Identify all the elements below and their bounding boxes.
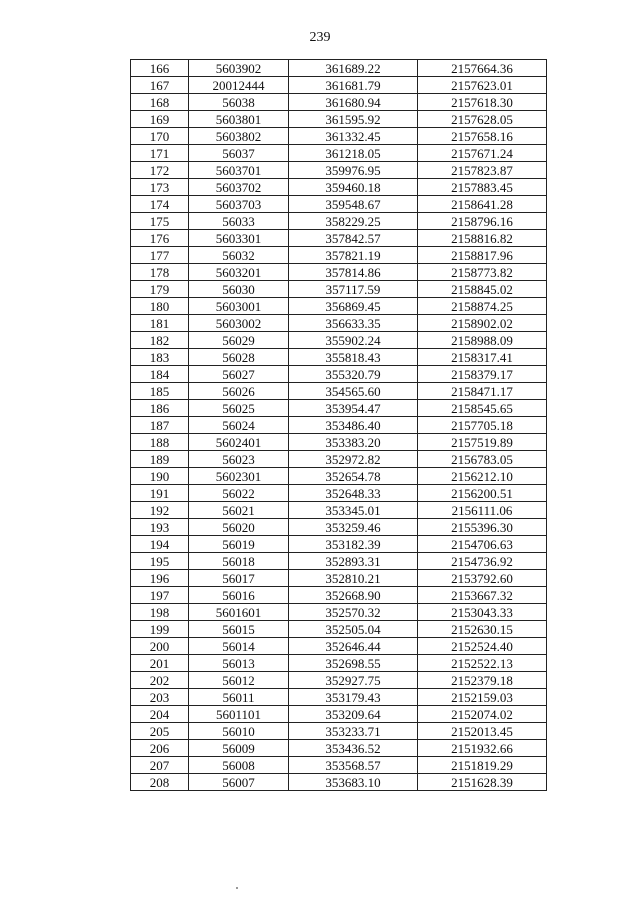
x-coordinate-cell: 354565.60 <box>289 383 418 400</box>
table-row <box>131 230 547 247</box>
y-coordinate-cell: 2158471.17 <box>418 383 547 400</box>
row-number-cell: 207 <box>131 757 189 774</box>
row-number-cell: 180 <box>131 298 189 315</box>
x-coordinate-cell: 353436.52 <box>289 740 418 757</box>
y-coordinate-cell: 2152524.40 <box>418 638 547 655</box>
y-coordinate-cell: 2154736.92 <box>418 553 547 570</box>
row-number-cell: 181 <box>131 315 189 332</box>
x-coordinate-cell: 356869.45 <box>289 298 418 315</box>
y-coordinate-cell: 2158845.02 <box>418 281 547 298</box>
point-id-cell: 56023 <box>189 451 289 468</box>
table-row <box>131 298 547 315</box>
x-coordinate-cell: 353683.10 <box>289 774 418 791</box>
x-coordinate-cell: 352505.04 <box>289 621 418 638</box>
y-coordinate-cell: 2157618.30 <box>418 94 547 111</box>
row-number-cell: 208 <box>131 774 189 791</box>
row-number-cell: 171 <box>131 145 189 162</box>
point-id-cell: 56016 <box>189 587 289 604</box>
x-coordinate-cell: 361595.92 <box>289 111 418 128</box>
point-id-cell: 56015 <box>189 621 289 638</box>
row-number-cell: 167 <box>131 77 189 94</box>
table-row <box>131 502 547 519</box>
y-coordinate-cell: 2157671.24 <box>418 145 547 162</box>
table-row <box>131 672 547 689</box>
y-coordinate-cell: 2156783.05 <box>418 451 547 468</box>
table-row <box>131 553 547 570</box>
row-number-cell: 206 <box>131 740 189 757</box>
y-coordinate-cell: 2158545.65 <box>418 400 547 417</box>
point-id-cell: 56009 <box>189 740 289 757</box>
x-coordinate-cell: 352698.55 <box>289 655 418 672</box>
point-id-cell: 56029 <box>189 332 289 349</box>
x-coordinate-cell: 352570.32 <box>289 604 418 621</box>
table-row <box>131 179 547 196</box>
point-id-cell: 5603702 <box>189 179 289 196</box>
row-number-cell: 185 <box>131 383 189 400</box>
coordinates-table <box>130 59 547 791</box>
point-id-cell: 56030 <box>189 281 289 298</box>
point-id-cell: 56019 <box>189 536 289 553</box>
table-row <box>131 417 547 434</box>
table-row <box>131 587 547 604</box>
table-row <box>131 519 547 536</box>
point-id-cell: 5603801 <box>189 111 289 128</box>
x-coordinate-cell: 353259.46 <box>289 519 418 536</box>
table-row <box>131 281 547 298</box>
point-id-cell: 5603301 <box>189 230 289 247</box>
row-number-cell: 183 <box>131 349 189 366</box>
y-coordinate-cell: 2158902.02 <box>418 315 547 332</box>
x-coordinate-cell: 356633.35 <box>289 315 418 332</box>
point-id-cell: 5601601 <box>189 604 289 621</box>
x-coordinate-cell: 352668.90 <box>289 587 418 604</box>
y-coordinate-cell: 2158317.41 <box>418 349 547 366</box>
row-number-cell: 187 <box>131 417 189 434</box>
row-number-cell: 178 <box>131 264 189 281</box>
x-coordinate-cell: 353568.57 <box>289 757 418 774</box>
y-coordinate-cell: 2158988.09 <box>418 332 547 349</box>
table-row <box>131 434 547 451</box>
point-id-cell: 56026 <box>189 383 289 400</box>
y-coordinate-cell: 2152379.18 <box>418 672 547 689</box>
table-row <box>131 145 547 162</box>
y-coordinate-cell: 2157823.87 <box>418 162 547 179</box>
table-row <box>131 723 547 740</box>
x-coordinate-cell: 353954.47 <box>289 400 418 417</box>
y-coordinate-cell: 2158816.82 <box>418 230 547 247</box>
row-number-cell: 172 <box>131 162 189 179</box>
x-coordinate-cell: 352893.31 <box>289 553 418 570</box>
x-coordinate-cell: 352646.44 <box>289 638 418 655</box>
row-number-cell: 190 <box>131 468 189 485</box>
row-number-cell: 203 <box>131 689 189 706</box>
table-row <box>131 774 547 791</box>
x-coordinate-cell: 353233.71 <box>289 723 418 740</box>
row-number-cell: 195 <box>131 553 189 570</box>
x-coordinate-cell: 352648.33 <box>289 485 418 502</box>
x-coordinate-cell: 352810.21 <box>289 570 418 587</box>
table-row <box>131 332 547 349</box>
point-id-cell: 5601101 <box>189 706 289 723</box>
row-number-cell: 184 <box>131 366 189 383</box>
y-coordinate-cell: 2153792.60 <box>418 570 547 587</box>
point-id-cell: 5603703 <box>189 196 289 213</box>
y-coordinate-cell: 2152522.13 <box>418 655 547 672</box>
point-id-cell: 56038 <box>189 94 289 111</box>
point-id-cell: 56022 <box>189 485 289 502</box>
table-row <box>131 604 547 621</box>
row-number-cell: 189 <box>131 451 189 468</box>
row-number-cell: 169 <box>131 111 189 128</box>
row-number-cell: 191 <box>131 485 189 502</box>
x-coordinate-cell: 357117.59 <box>289 281 418 298</box>
y-coordinate-cell: 2152013.45 <box>418 723 547 740</box>
point-id-cell: 56012 <box>189 672 289 689</box>
point-id-cell: 56025 <box>189 400 289 417</box>
table-row <box>131 689 547 706</box>
table-row <box>131 570 547 587</box>
x-coordinate-cell: 357842.57 <box>289 230 418 247</box>
row-number-cell: 199 <box>131 621 189 638</box>
point-id-cell: 56018 <box>189 553 289 570</box>
row-number-cell: 166 <box>131 60 189 77</box>
table-row <box>131 196 547 213</box>
point-id-cell: 5603701 <box>189 162 289 179</box>
x-coordinate-cell: 359976.95 <box>289 162 418 179</box>
table-row <box>131 247 547 264</box>
y-coordinate-cell: 2155396.30 <box>418 519 547 536</box>
x-coordinate-cell: 361332.45 <box>289 128 418 145</box>
point-id-cell: 56033 <box>189 213 289 230</box>
row-number-cell: 201 <box>131 655 189 672</box>
point-id-cell: 56020 <box>189 519 289 536</box>
x-coordinate-cell: 352654.78 <box>289 468 418 485</box>
point-id-cell: 56007 <box>189 774 289 791</box>
y-coordinate-cell: 2157658.16 <box>418 128 547 145</box>
table-row <box>131 366 547 383</box>
table-row <box>131 111 547 128</box>
x-coordinate-cell: 352927.75 <box>289 672 418 689</box>
point-id-cell: 5602301 <box>189 468 289 485</box>
point-id-cell: 5603902 <box>189 60 289 77</box>
table-row <box>131 77 547 94</box>
coordinates-table-body <box>131 60 547 791</box>
y-coordinate-cell: 2157664.36 <box>418 60 547 77</box>
y-coordinate-cell: 2152074.02 <box>418 706 547 723</box>
table-row <box>131 706 547 723</box>
table-row <box>131 621 547 638</box>
y-coordinate-cell: 2158817.96 <box>418 247 547 264</box>
y-coordinate-cell: 2151628.39 <box>418 774 547 791</box>
point-id-cell: 56021 <box>189 502 289 519</box>
y-coordinate-cell: 2153667.32 <box>418 587 547 604</box>
y-coordinate-cell: 2152630.15 <box>418 621 547 638</box>
x-coordinate-cell: 359548.67 <box>289 196 418 213</box>
x-coordinate-cell: 361689.22 <box>289 60 418 77</box>
x-coordinate-cell: 361680.94 <box>289 94 418 111</box>
row-number-cell: 188 <box>131 434 189 451</box>
table-row <box>131 94 547 111</box>
point-id-cell: 56028 <box>189 349 289 366</box>
row-number-cell: 197 <box>131 587 189 604</box>
point-id-cell: 5603002 <box>189 315 289 332</box>
x-coordinate-cell: 353486.40 <box>289 417 418 434</box>
table-row <box>131 638 547 655</box>
row-number-cell: 173 <box>131 179 189 196</box>
y-coordinate-cell: 2157883.45 <box>418 179 547 196</box>
row-number-cell: 175 <box>131 213 189 230</box>
row-number-cell: 177 <box>131 247 189 264</box>
y-coordinate-cell: 2157623.01 <box>418 77 547 94</box>
x-coordinate-cell: 355902.24 <box>289 332 418 349</box>
point-id-cell: 56010 <box>189 723 289 740</box>
point-id-cell: 56032 <box>189 247 289 264</box>
x-coordinate-cell: 353209.64 <box>289 706 418 723</box>
table-row <box>131 740 547 757</box>
y-coordinate-cell: 2158641.28 <box>418 196 547 213</box>
x-coordinate-cell: 355320.79 <box>289 366 418 383</box>
row-number-cell: 174 <box>131 196 189 213</box>
row-number-cell: 194 <box>131 536 189 553</box>
x-coordinate-cell: 361681.79 <box>289 77 418 94</box>
x-coordinate-cell: 358229.25 <box>289 213 418 230</box>
table-row <box>131 655 547 672</box>
y-coordinate-cell: 2151819.29 <box>418 757 547 774</box>
table-row <box>131 213 547 230</box>
x-coordinate-cell: 353179.43 <box>289 689 418 706</box>
point-id-cell: 56024 <box>189 417 289 434</box>
table-row <box>131 128 547 145</box>
row-number-cell: 204 <box>131 706 189 723</box>
table-row <box>131 315 547 332</box>
row-number-cell: 186 <box>131 400 189 417</box>
point-id-cell: 56014 <box>189 638 289 655</box>
point-id-cell: 20012444 <box>189 77 289 94</box>
x-coordinate-cell: 352972.82 <box>289 451 418 468</box>
y-coordinate-cell: 2152159.03 <box>418 689 547 706</box>
y-coordinate-cell: 2151932.66 <box>418 740 547 757</box>
table-row <box>131 451 547 468</box>
x-coordinate-cell: 355818.43 <box>289 349 418 366</box>
point-id-cell: 5603802 <box>189 128 289 145</box>
table-row <box>131 162 547 179</box>
y-coordinate-cell: 2157519.89 <box>418 434 547 451</box>
point-id-cell: 56027 <box>189 366 289 383</box>
x-coordinate-cell: 361218.05 <box>289 145 418 162</box>
point-id-cell: 56008 <box>189 757 289 774</box>
row-number-cell: 200 <box>131 638 189 655</box>
y-coordinate-cell: 2156212.10 <box>418 468 547 485</box>
x-coordinate-cell: 353383.20 <box>289 434 418 451</box>
row-number-cell: 176 <box>131 230 189 247</box>
y-coordinate-cell: 2153043.33 <box>418 604 547 621</box>
table-row <box>131 400 547 417</box>
table-row <box>131 264 547 281</box>
row-number-cell: 202 <box>131 672 189 689</box>
y-coordinate-cell: 2157628.05 <box>418 111 547 128</box>
table-row <box>131 349 547 366</box>
point-id-cell: 5603001 <box>189 298 289 315</box>
x-coordinate-cell: 353182.39 <box>289 536 418 553</box>
x-coordinate-cell: 359460.18 <box>289 179 418 196</box>
table-row <box>131 60 547 77</box>
point-id-cell: 5603201 <box>189 264 289 281</box>
y-coordinate-cell: 2156111.06 <box>418 502 547 519</box>
y-coordinate-cell: 2157705.18 <box>418 417 547 434</box>
point-id-cell: 56013 <box>189 655 289 672</box>
y-coordinate-cell: 2158379.17 <box>418 366 547 383</box>
x-coordinate-cell: 357814.86 <box>289 264 418 281</box>
y-coordinate-cell: 2154706.63 <box>418 536 547 553</box>
point-id-cell: 56017 <box>189 570 289 587</box>
x-coordinate-cell: 353345.01 <box>289 502 418 519</box>
row-number-cell: 205 <box>131 723 189 740</box>
table-row <box>131 536 547 553</box>
row-number-cell: 168 <box>131 94 189 111</box>
point-id-cell: 56037 <box>189 145 289 162</box>
row-number-cell: 182 <box>131 332 189 349</box>
y-coordinate-cell: 2158796.16 <box>418 213 547 230</box>
point-id-cell: 5602401 <box>189 434 289 451</box>
y-coordinate-cell: 2158874.25 <box>418 298 547 315</box>
row-number-cell: 170 <box>131 128 189 145</box>
row-number-cell: 196 <box>131 570 189 587</box>
table-row <box>131 757 547 774</box>
table-row <box>131 485 547 502</box>
y-coordinate-cell: 2158773.82 <box>418 264 547 281</box>
row-number-cell: 198 <box>131 604 189 621</box>
row-number-cell: 179 <box>131 281 189 298</box>
x-coordinate-cell: 357821.19 <box>289 247 418 264</box>
table-row <box>131 383 547 400</box>
y-coordinate-cell: 2156200.51 <box>418 485 547 502</box>
page-number: 239 <box>309 30 331 45</box>
row-number-cell: 193 <box>131 519 189 536</box>
point-id-cell: 56011 <box>189 689 289 706</box>
scan-speck <box>236 887 238 889</box>
table-row <box>131 468 547 485</box>
row-number-cell: 192 <box>131 502 189 519</box>
